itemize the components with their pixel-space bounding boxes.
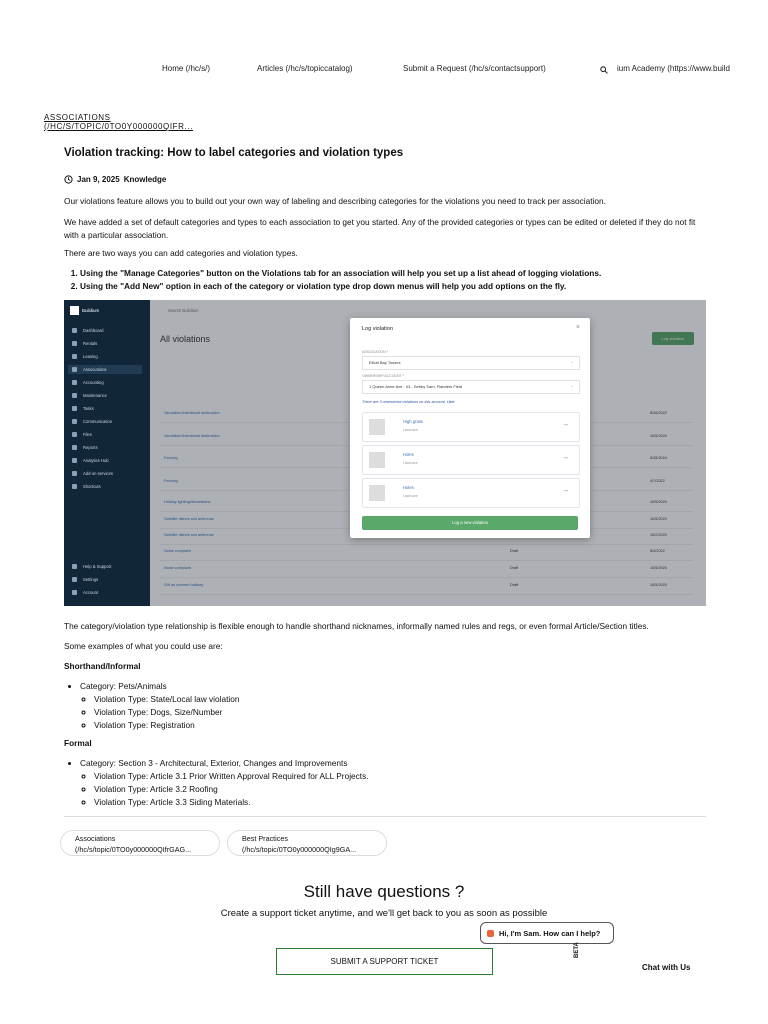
sidebar-item: Leasing	[72, 354, 98, 359]
chat-with-us-button[interactable]: Chat with Us	[642, 963, 691, 972]
sidebar-item: Add-on services	[72, 471, 113, 476]
tag-associations[interactable]	[60, 830, 220, 856]
violation-card: Holes Lawncare →	[362, 478, 580, 508]
app-name: Buildium	[82, 308, 100, 313]
paragraph: The category/violation type relationship is flexible enough to handle shorthand nicknames, informally named rules and regs, or even formal Article/Section titles.	[64, 621, 649, 631]
chat-greeting-bubble[interactable]	[480, 922, 614, 944]
sidebar-item: Rentals	[72, 341, 97, 346]
sidebar-item: Account	[72, 590, 98, 595]
formal-heading: Formal	[64, 738, 92, 748]
log-violation-button: Log violation	[652, 332, 694, 345]
top-navigation	[0, 64, 768, 78]
table-row: Vandalism/Intentional destruction 10/5/2020	[160, 431, 692, 446]
arrow-right-icon: →	[562, 421, 569, 428]
account-label: OWNERSHIP ACCOUNT *	[362, 374, 404, 378]
violation-card: High grass Lawncare →	[362, 412, 580, 442]
list-item: ◦ Violation Type: State/Local law violation	[94, 693, 700, 706]
image-placeholder-icon	[369, 419, 385, 435]
association-select: Elliott Bay Towers ⌄	[362, 356, 580, 370]
nav-academy-link[interactable]: ium Academy (https://www.build	[617, 64, 730, 73]
informal-heading: Shorthand/Informal	[64, 661, 141, 671]
sidebar-item-active: Associations	[68, 365, 142, 374]
article-category: Knowledge	[123, 175, 167, 184]
submit-ticket-button[interactable]: SUBMIT A SUPPORT TICKET	[276, 948, 493, 975]
association-label: ASSOCIATION *	[362, 350, 388, 354]
step-item: 2. Using the "Add New" option in each of the category or violation type drop down menus will help you add options on the fly.	[80, 280, 720, 293]
tag-label: Associations	[75, 834, 116, 843]
account-select: 1 Queen Anne Ave - 03 - Sebby Sam, Flanders Field ⌄	[362, 380, 580, 394]
beta-badge: BETA	[574, 942, 580, 958]
chat-greeting-text: Hi, I'm Sam. How can I help?	[499, 929, 601, 938]
table-row: Vandalism/Intentional destruction 8/26/2022	[160, 408, 692, 423]
support-heading: Still have questions ?	[303, 882, 465, 901]
divider	[64, 816, 706, 817]
list-heading: All violations	[160, 334, 211, 344]
chat-logo-icon	[487, 930, 494, 937]
table-row: Fencing 4/7/2022	[160, 476, 692, 491]
table-row: Noise complaint Draft 10/5/2020	[160, 563, 692, 578]
support-subtext: Create a support ticket anytime, and we'll get back to you as soon as possible	[220, 908, 548, 919]
image-placeholder-icon	[369, 452, 385, 468]
breadcrumb-label: ASSOCIATIONS	[44, 113, 111, 122]
sidebar-item: Tasks	[72, 406, 94, 411]
article-date: Jan 9, 2025	[77, 175, 120, 184]
unresolved-warning: There are 3 unresolved violations on this account. Hide	[362, 400, 455, 404]
search-icon[interactable]	[600, 66, 608, 74]
arrow-right-icon: →	[562, 454, 569, 461]
sidebar-item: Settings	[72, 577, 98, 582]
tag-url: (/hc/s/topic/0TO0y000000QIg9GA...	[242, 845, 357, 854]
list-item: Category: Section 3 - Architectural, Exterior, Changes and Improvements	[80, 758, 348, 768]
sidebar-item: Reports	[72, 445, 98, 450]
sidebar-item: Help & Support	[72, 564, 111, 569]
tag-label: Best Practices	[242, 834, 288, 843]
list-item: Category: Pets/Animals	[80, 681, 167, 691]
sidebar-item: Dashboard	[72, 328, 104, 333]
table-row: Satellite dishes and antennas 10/2/2020	[160, 530, 692, 545]
close-icon: ×	[575, 324, 580, 331]
list-item: ◦ Violation Type: Registration	[94, 719, 700, 732]
nav-home-link[interactable]: Home (/hc/s/)	[162, 64, 211, 73]
sidebar-item: Accounting	[72, 380, 104, 385]
app-sidebar	[64, 300, 150, 606]
list-item: ◦ Violation Type: Article 3.2 Roofing	[94, 783, 700, 796]
table-row: Satellite dishes and antennas 10/5/2020	[160, 514, 692, 529]
list-item: ◦ Violation Type: Article 3.1 Prior Written Approval Required for ALL Projects.	[94, 770, 700, 783]
paragraph: We have added a set of default categories and types to each association to get you started. Any of the provided categories or types can be edited or deleted if they do not fit with a particular association.	[64, 217, 696, 240]
article-meta	[64, 175, 166, 184]
informal-list	[64, 680, 700, 732]
arrow-right-icon: →	[562, 487, 569, 494]
sidebar-item: Analytics Hub	[72, 458, 109, 463]
clock-icon	[64, 175, 73, 184]
breadcrumb-url: (/HC/S/TOPIC/0TO0Y000000QIFR...	[44, 122, 194, 131]
paragraph: Our violations feature allows you to build out your own way of labeling and describing categories for the violations you need to track per association.	[64, 196, 606, 206]
steps-list	[64, 267, 720, 293]
tag-url: (/hc/s/topic/0TO0y000000QIfrGAG...	[75, 845, 192, 854]
table-row: Noise complaint Draft 8/4/2022	[160, 546, 692, 561]
nav-submit-request-link[interactable]: Submit a Request (/hc/s/contactsupport)	[403, 64, 546, 73]
table-row: Gift as covered hallway Draft 10/5/2020	[160, 580, 692, 595]
tag-best-practices[interactable]	[227, 830, 387, 856]
table-row: Fencing 5/28/2024	[160, 453, 692, 468]
nav-articles-link[interactable]: Articles (/hc/s/topiccatalog)	[257, 64, 353, 73]
sidebar-item: Maintenance	[72, 393, 107, 398]
list-item: ◦ Violation Type: Article 3.3 Siding Materials.	[94, 796, 700, 809]
sidebar-item: Communication	[72, 419, 112, 424]
app-logo-icon	[70, 306, 79, 315]
paragraph: There are two ways you can add categories and violation types.	[64, 248, 298, 258]
sidebar-item: Files	[72, 432, 92, 437]
modal-title: Log violation	[362, 326, 393, 332]
chevron-down-icon: ⌄	[570, 359, 574, 364]
list-item: ◦ Violation Type: Dogs, Size/Number	[94, 706, 700, 719]
formal-list	[64, 757, 700, 809]
image-placeholder-icon	[369, 485, 385, 501]
sidebar-item: Shortcuts	[72, 484, 101, 489]
log-violation-modal	[350, 318, 590, 538]
modal-overlay	[150, 300, 706, 606]
violations-screenshot	[64, 300, 706, 606]
log-new-violation-button: Log a new violation	[362, 516, 578, 530]
breadcrumb[interactable]	[44, 113, 193, 131]
step-item: 1. Using the "Manage Categories" button on the Violations tab for an association will help you set up a list ahead of logging violations.	[80, 267, 720, 280]
page-title: Violation tracking: How to label categories and violation types	[64, 147, 404, 159]
app-search-text: Search Buildium	[168, 308, 199, 313]
chevron-down-icon: ⌄	[570, 383, 574, 388]
violation-card: Holes Lawncare →	[362, 445, 580, 475]
table-row: Holiday lighting/decorations 10/5/2020	[160, 497, 692, 512]
paragraph: Some examples of what you could use are:	[64, 641, 223, 651]
